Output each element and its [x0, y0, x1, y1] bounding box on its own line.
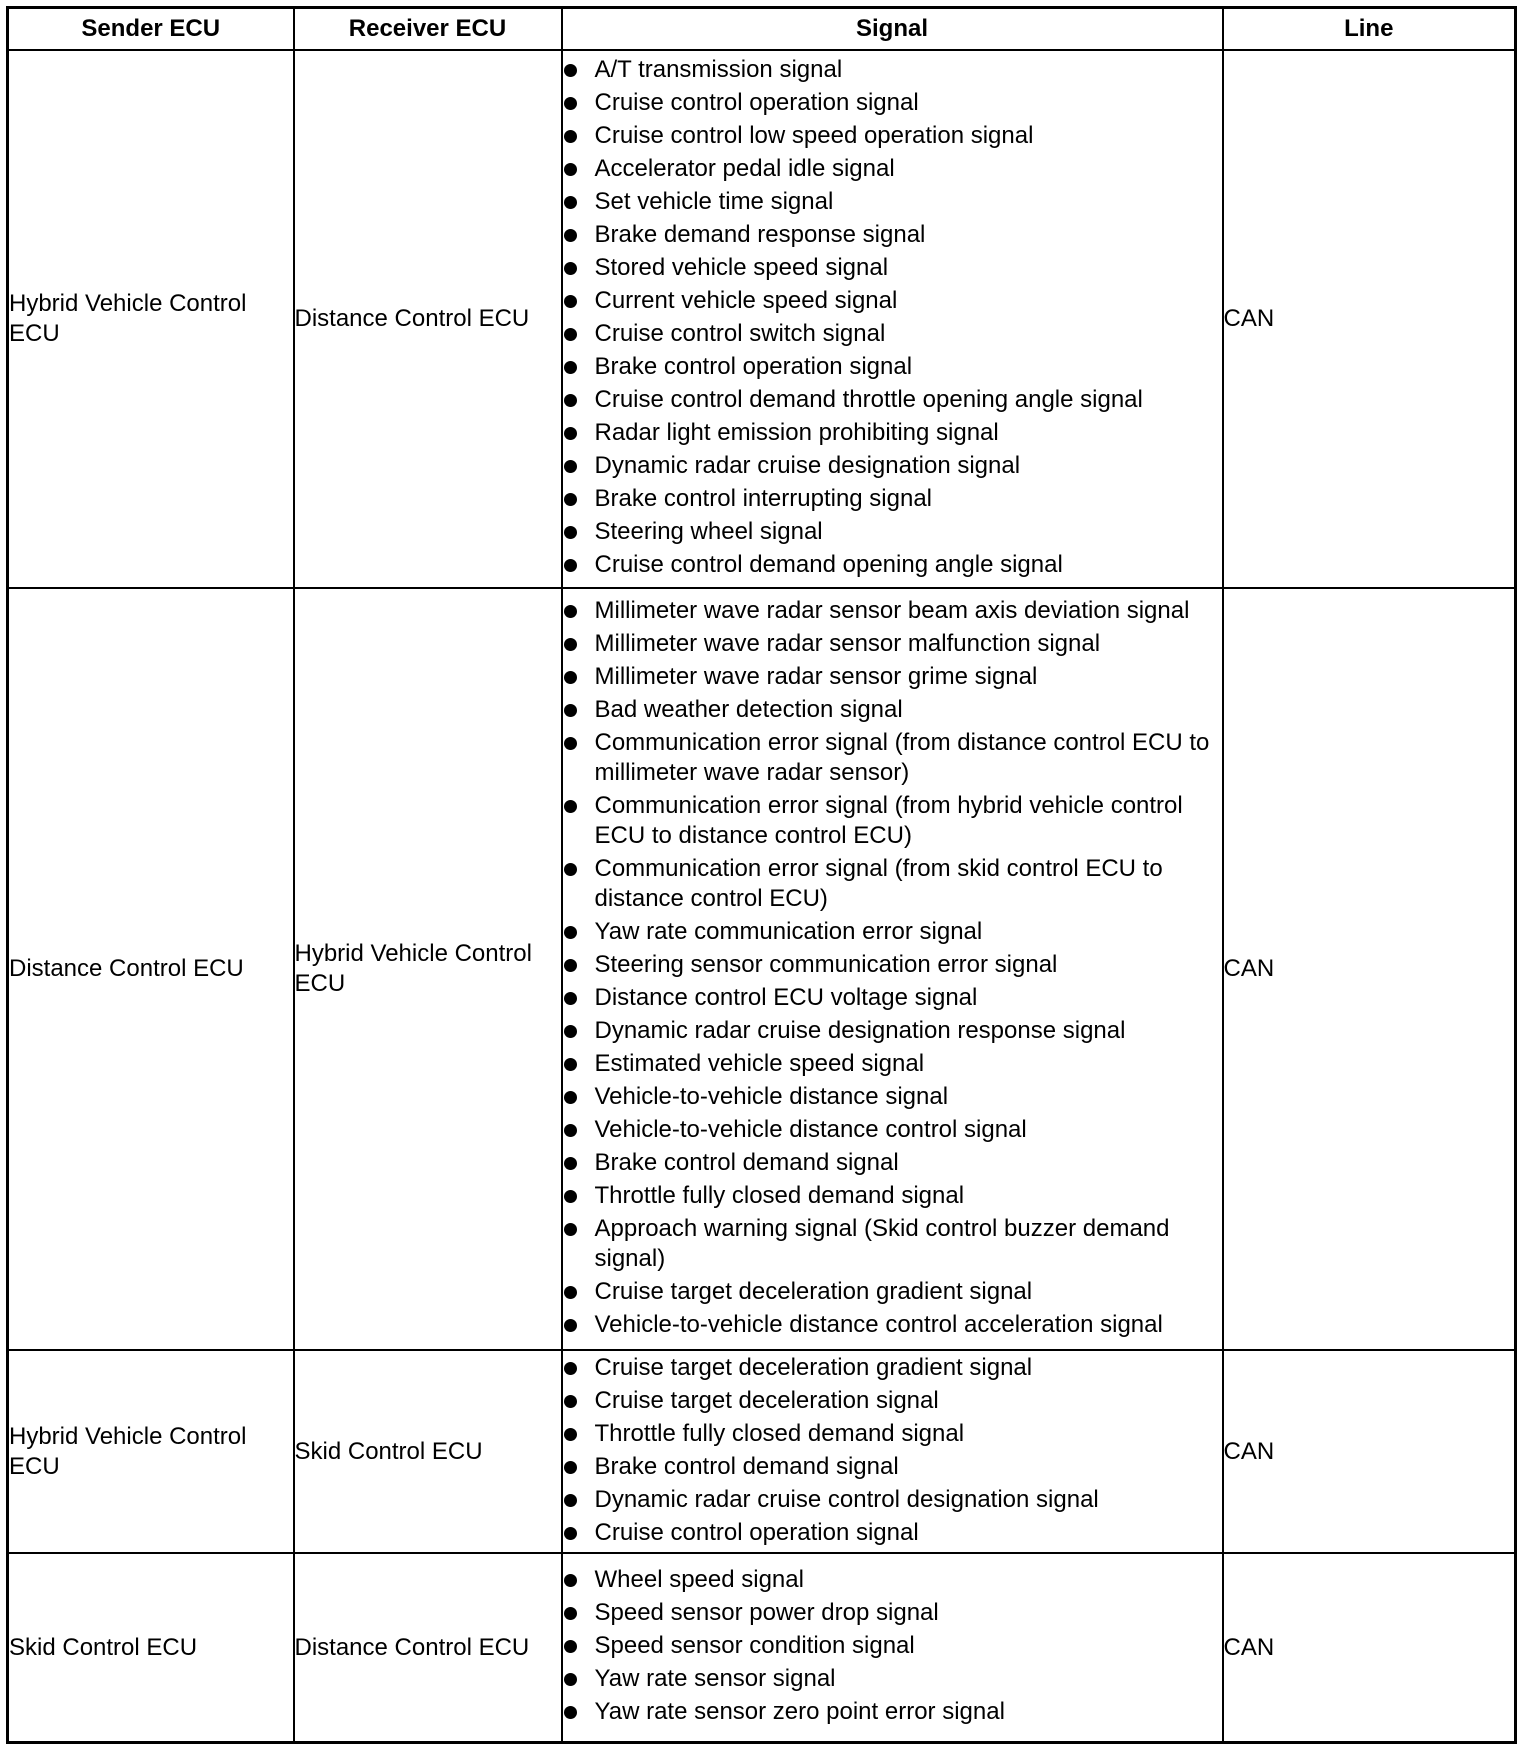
signal-item: Estimated vehicle speed signal: [563, 1049, 1222, 1079]
signal-cell: [562, 588, 1223, 1350]
signal-item: Bad weather detection signal: [563, 695, 1222, 725]
signal-item: Steering sensor communication error signal: [563, 950, 1222, 980]
signal-item: Vehicle-to-vehicle distance control acceleration signal: [563, 1310, 1222, 1340]
signal-item: Cruise target deceleration gradient signal: [563, 1277, 1222, 1307]
signal-item: Cruise control demand opening angle signal: [563, 550, 1222, 580]
header-signal: Signal: [562, 8, 1223, 50]
signal-item: Cruise target deceleration gradient signal: [563, 1353, 1222, 1383]
signal-item: Steering wheel signal: [563, 517, 1222, 547]
signal-item: Throttle fully closed demand signal: [563, 1419, 1222, 1449]
receiver-ecu-cell: Hybrid Vehicle Control ECU: [294, 588, 562, 1350]
signal-item: Brake control demand signal: [563, 1452, 1222, 1482]
signal-item: Stored vehicle speed signal: [563, 253, 1222, 283]
signal-item: Approach warning signal (Skid control buzzer demand signal): [563, 1214, 1222, 1274]
signal-list: [563, 1565, 1222, 1727]
line-cell: CAN: [1223, 1553, 1516, 1742]
signal-item: Yaw rate sensor signal: [563, 1664, 1222, 1694]
table-row: [8, 1553, 1516, 1742]
signal-item: Cruise control demand throttle opening angle signal: [563, 385, 1222, 415]
signal-item: Throttle fully closed demand signal: [563, 1181, 1222, 1211]
signal-item: Yaw rate sensor zero point error signal: [563, 1697, 1222, 1727]
signal-item: Dynamic radar cruise designation signal: [563, 451, 1222, 481]
signal-item: Accelerator pedal idle signal: [563, 154, 1222, 184]
line-cell: CAN: [1223, 1350, 1516, 1553]
signal-item: Speed sensor power drop signal: [563, 1598, 1222, 1628]
signal-list: [563, 596, 1222, 1340]
signal-item: Cruise target deceleration signal: [563, 1386, 1222, 1416]
signal-item: Speed sensor condition signal: [563, 1631, 1222, 1661]
signal-item: Current vehicle speed signal: [563, 286, 1222, 316]
header-sender-ecu: Sender ECU: [8, 8, 294, 50]
signal-item: Vehicle-to-vehicle distance signal: [563, 1082, 1222, 1112]
signal-item: Set vehicle time signal: [563, 187, 1222, 217]
receiver-ecu-cell: Distance Control ECU: [294, 50, 562, 589]
signal-item: A/T transmission signal: [563, 55, 1222, 85]
header-row: [8, 8, 1516, 50]
sender-ecu-cell: Hybrid Vehicle Control ECU: [8, 1350, 294, 1553]
header-receiver-ecu: Receiver ECU: [294, 8, 562, 50]
table-header: [8, 8, 1516, 50]
signal-item: Communication error signal (from hybrid vehicle control ECU to distance control ECU): [563, 791, 1222, 851]
signal-item: Brake control interrupting signal: [563, 484, 1222, 514]
signal-item: Brake demand response signal: [563, 220, 1222, 250]
sender-ecu-cell: Skid Control ECU: [8, 1553, 294, 1742]
signal-item: Dynamic radar cruise control designation signal: [563, 1485, 1222, 1515]
signal-item: Wheel speed signal: [563, 1565, 1222, 1595]
signal-item: Millimeter wave radar sensor beam axis deviation signal: [563, 596, 1222, 626]
signal-cell: [562, 1553, 1223, 1742]
line-cell: CAN: [1223, 50, 1516, 589]
signal-item: Communication error signal (from skid control ECU to distance control ECU): [563, 854, 1222, 914]
line-cell: CAN: [1223, 588, 1516, 1350]
signal-item: Vehicle-to-vehicle distance control signal: [563, 1115, 1222, 1145]
signal-item: Dynamic radar cruise designation response signal: [563, 1016, 1222, 1046]
signal-item: Brake control demand signal: [563, 1148, 1222, 1178]
header-line: Line: [1223, 8, 1516, 50]
signal-item: Brake control operation signal: [563, 352, 1222, 382]
signal-list: [563, 55, 1222, 580]
ecu-communication-table: [6, 6, 1517, 1744]
signal-item: Yaw rate communication error signal: [563, 917, 1222, 947]
signal-item: Millimeter wave radar sensor grime signal: [563, 662, 1222, 692]
signal-item: Millimeter wave radar sensor malfunction signal: [563, 629, 1222, 659]
signal-item: Cruise control low speed operation signal: [563, 121, 1222, 151]
signal-item: Communication error signal (from distance control ECU to millimeter wave radar sensor): [563, 728, 1222, 788]
signal-item: Cruise control operation signal: [563, 1518, 1222, 1548]
receiver-ecu-cell: Distance Control ECU: [294, 1553, 562, 1742]
signal-cell: [562, 1350, 1223, 1553]
signal-list: [563, 1353, 1222, 1548]
signal-item: Radar light emission prohibiting signal: [563, 418, 1222, 448]
signal-cell: [562, 50, 1223, 589]
sender-ecu-cell: Distance Control ECU: [8, 588, 294, 1350]
table-row: [8, 50, 1516, 589]
receiver-ecu-cell: Skid Control ECU: [294, 1350, 562, 1553]
signal-item: Cruise control operation signal: [563, 88, 1222, 118]
table-row: [8, 588, 1516, 1350]
signal-item: Distance control ECU voltage signal: [563, 983, 1222, 1013]
signal-item: Cruise control switch signal: [563, 319, 1222, 349]
table-body: [8, 50, 1516, 1743]
sender-ecu-cell: Hybrid Vehicle Control ECU: [8, 50, 294, 589]
table-row: [8, 1350, 1516, 1553]
